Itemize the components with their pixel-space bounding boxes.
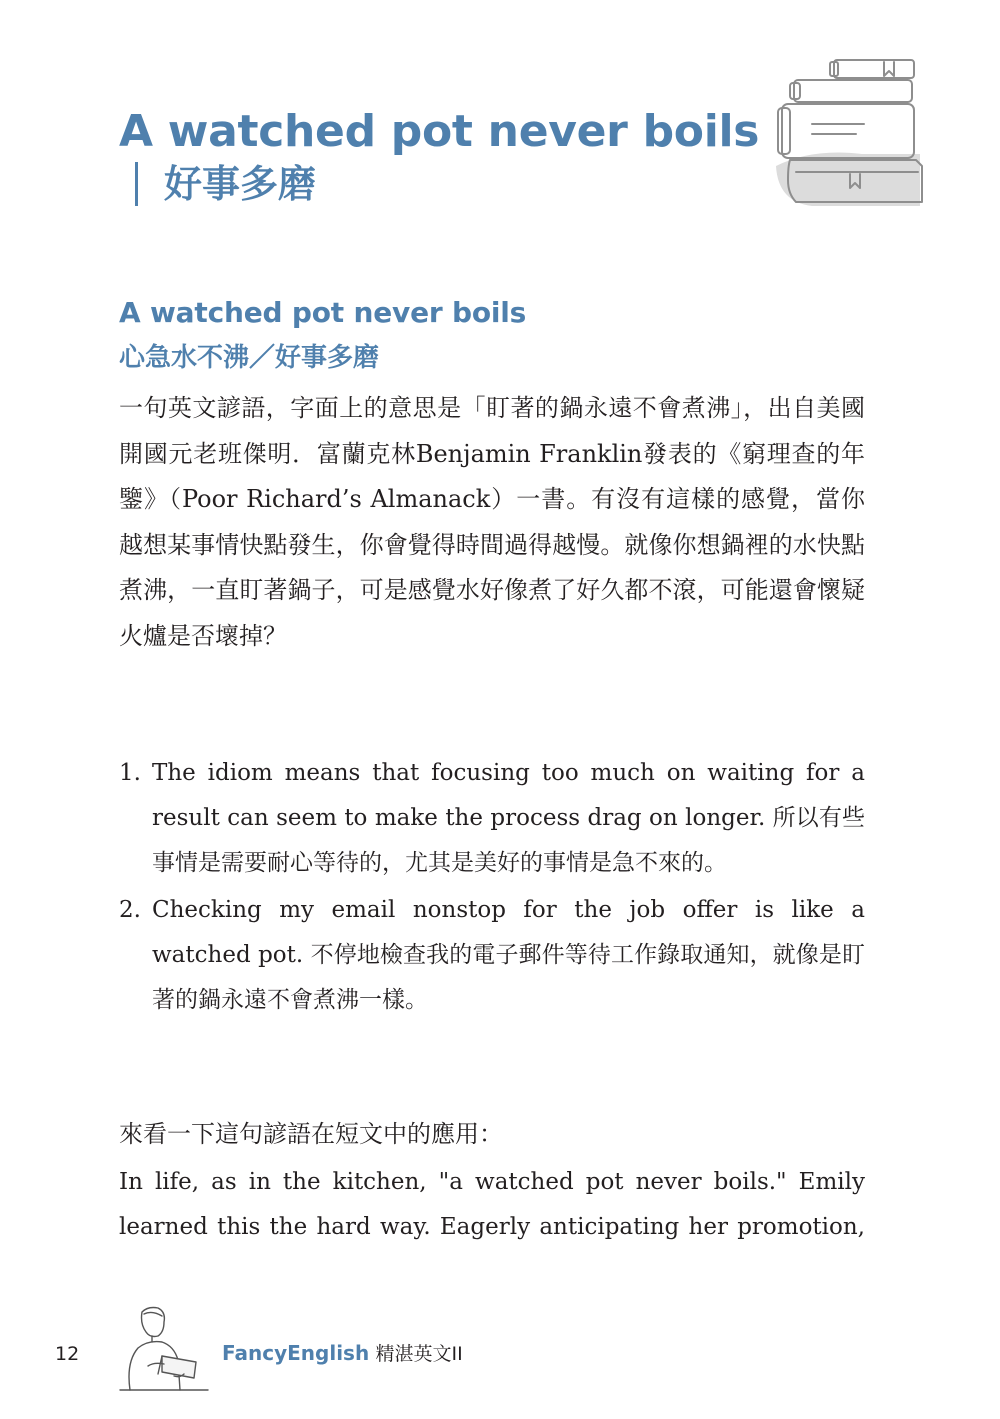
story-heading: 來看一下這句諺語在短文中的應用： — [119, 1120, 503, 1148]
brand-name-english: FancyEnglish — [222, 1341, 370, 1365]
example-list — [119, 751, 865, 1025]
title-divider-bar — [135, 162, 138, 206]
intro-paragraph: 一句英文諺語，字面上的意思是「盯著的鍋永遠不會煮沸」，出自美國開國元老班傑明．富蘭克林Benjamin Franklin發表的《窮理查的年鑒》（Poor Richard’s Almanack）一書。有沒有這樣的感覺，當你越想某事情快點發生，你會覺得時間過得越慢。就像你想鍋裡的水快點煮沸，一直盯著鍋子，可是感覺水好像煮了好久都不滾，可能還會懷疑火爐是否壞掉？ — [119, 394, 865, 650]
page-title-chinese — [135, 158, 316, 210]
section-subtitle-english: A watched pot never boils — [119, 296, 527, 329]
brand-name-chinese: 精湛英文II — [375, 1343, 463, 1365]
example-text: Checking my email nonstop for the job offer is like a watched pot. 不停地檢查我的電子郵件等待工作錄取通知，就像是盯著的鍋永遠不會煮沸一樣。 — [152, 897, 865, 1013]
example-text: The idiom means that focusing too much on waiting for a result can seem to make the process drag on longer. 所以有些事情是需要耐心等待的，尤其是美好的事情是急不來的。 — [152, 760, 865, 876]
section-subtitle-chinese: 心急水不沸／好事多磨 — [119, 343, 380, 373]
example-number: 2. — [119, 897, 141, 923]
man-reading-book-icon — [118, 1306, 210, 1392]
example-number: 1. — [119, 760, 141, 786]
list-item — [119, 888, 865, 1023]
list-item — [119, 751, 865, 886]
page-number: 12 — [55, 1343, 80, 1365]
footer-brand — [222, 1339, 463, 1368]
stacked-books-icon — [772, 56, 927, 208]
story-paragraph: In life, as in the kitchen, "a watched pot never boils." Emily learned this the hard way. Eagerly anticipating her promotion, — [119, 1169, 865, 1240]
page-title-chinese-text: 好事多磨 — [164, 162, 317, 206]
page-title-english: A watched pot never boils — [119, 106, 760, 157]
